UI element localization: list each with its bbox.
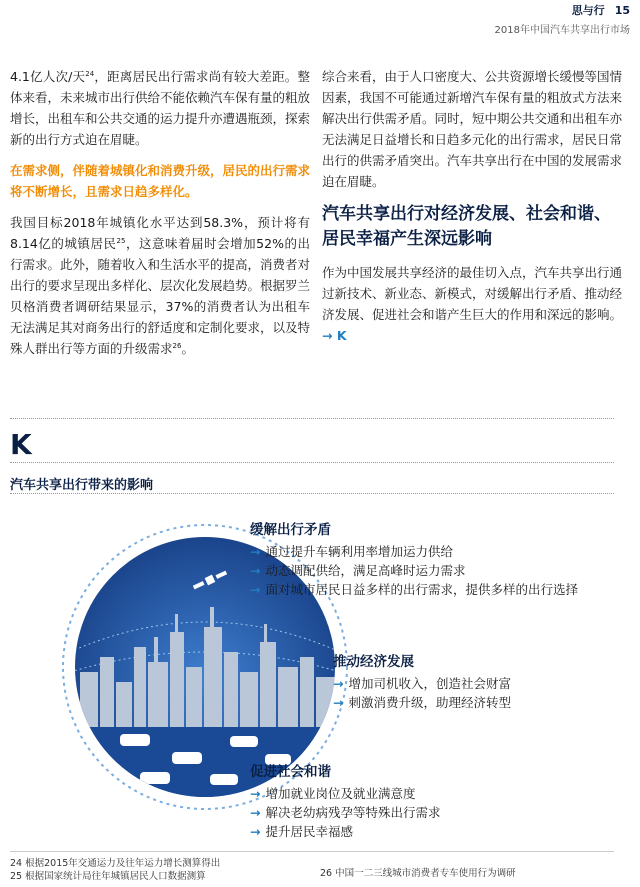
paragraph-3: 综合来看，由于人口密度大、公共资源增长缓慢等国情因素，我国不可能通过新增汽车保有量的粗放式方法来解决出行供需矛盾。同时，短中期公共交通和出租车亦无法满足日益增长和日趋多元化的出行需求，居民日常出行的供需矛盾突出。汽车共享出行在中国的发展需求迫在眉睫。: [322, 69, 623, 189]
left-column: [10, 66, 310, 369]
footnote-ref-24: 24: [85, 69, 95, 78]
impact-item: → 增加就业岗位及就业满意度: [250, 784, 441, 803]
impact-item: → 增加司机收入，创造社会财富: [333, 674, 511, 693]
footnote-25: 25 根据国家统计局往年城镇居民人口数据测算: [10, 871, 206, 882]
impact-item: → 解决老幼病残孕等特殊出行需求: [250, 803, 441, 822]
impact-item: → 提升居民幸福感: [250, 822, 441, 841]
page-number: 15: [614, 4, 630, 17]
paragraph-1: 4.1亿人次/天$^{24}$，距离居民出行需求尚有较大差距。整体来看，未来城市出行供给不能依赖汽车保有量的粗放增长，出租车和公共交通的运力提升亦遭遇瓶颈，探索新的出行方式迫在眉睫。: [10, 69, 311, 147]
impact-item: → 刺激消费升级，助理经济转型: [333, 693, 511, 712]
impact-title: 缓解出行矛盾: [250, 522, 331, 538]
exhibit-title: 汽车共享出行带来的影响: [10, 478, 154, 493]
brand-name: 思与行: [571, 4, 605, 17]
footnote-divider: [10, 851, 614, 852]
impact-title: 推动经济发展: [333, 654, 414, 670]
right-column: [322, 66, 622, 356]
footnote-24: 24 根据2015年交通运力及往年运力增长测算得出: [10, 858, 221, 869]
impact-economy: [333, 653, 511, 712]
footnotes-left: [10, 857, 220, 883]
page-header: [495, 0, 630, 36]
divider: [10, 462, 614, 463]
impact-ease-travel: [250, 521, 578, 599]
footnote-26: 26 中国一二三线城市消费者专车使用行为调研: [320, 868, 516, 879]
report-subtitle: 2018年中国汽车共享出行市场: [494, 25, 630, 36]
impact-item: → 动态调配供给，满足高峰时运力需求: [250, 561, 578, 580]
impact-item: → 通过提升车辆利用率增加运力供给: [250, 542, 578, 561]
paragraph-2: 我国目标2018年城镇化水平达到58.3%，预计将有8.14亿的城镇居民$^{25}$，这意味着届时会增加52%的出行需求。此外，随着收入和生活水平的提高，消费者对出行的要求呈现出多样化、层次化发展趋势。根据罗兰贝格消费者调研结果显示，37%的消费者认为出租车无法满足其对商务出行的舒适度和定制化要求，以及特殊人群出行等方面的升级需求$^{26}$。: [10, 215, 311, 356]
exhibit-letter: K: [10, 428, 32, 461]
impact-title: 促进社会和谐: [250, 764, 331, 780]
highlight-statement: 在需求侧，伴随着城镇化和消费升级，居民的出行需求将不断增长，且需求日趋多样化。: [10, 163, 311, 199]
impact-item: → 面对城市居民日益多样的出行需求，提供多样的出行选择: [250, 580, 578, 599]
divider: [10, 418, 614, 419]
footnote-ref-25: 25: [116, 236, 126, 245]
divider: [10, 493, 614, 494]
footnote-ref-26: 26: [172, 341, 182, 350]
section-heading: 汽车共享出行对经济发展、社会和谐、居民幸福产生深远影响: [322, 204, 611, 249]
impact-society: [250, 763, 441, 841]
paragraph-4: 作为中国发展共享经济的最佳切入点，汽车共享出行通过新技术、新业态、新模式，对缓解出行矛盾、推动经济发展、促进社会和谐产生巨大的作用和深远的影响。 → K: [322, 265, 623, 343]
exhibit-k-link[interactable]: → K: [322, 328, 347, 343]
